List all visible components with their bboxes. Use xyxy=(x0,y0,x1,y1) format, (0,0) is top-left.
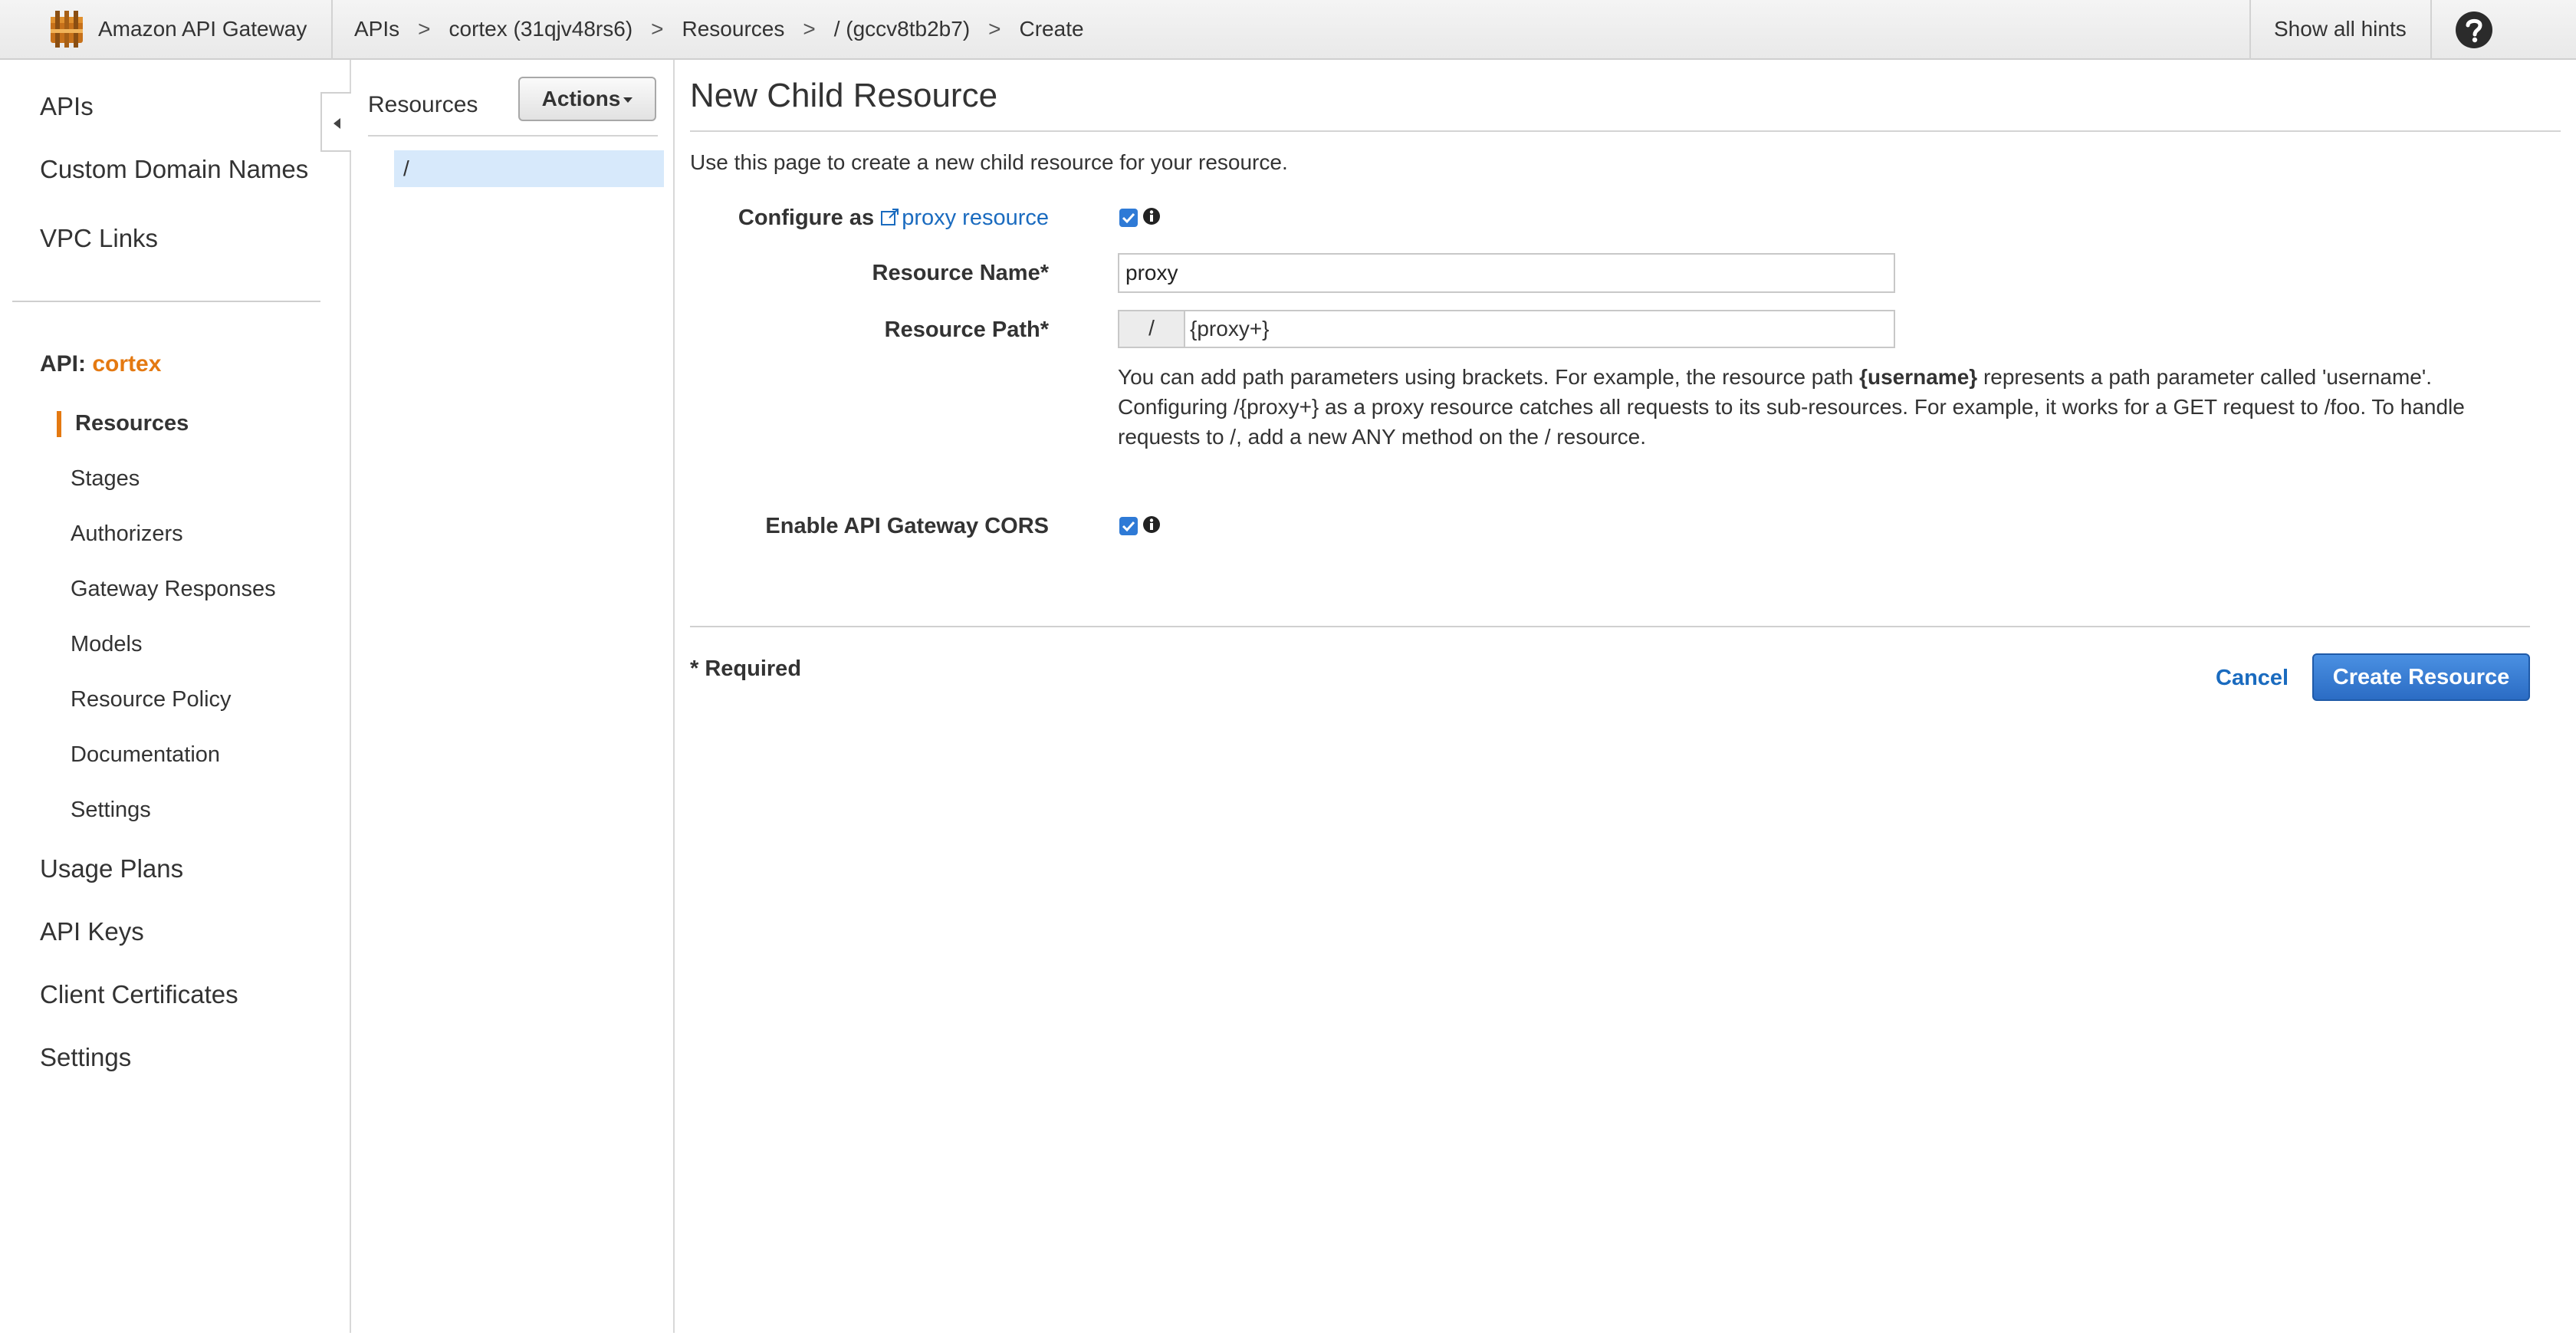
nav-item-stages[interactable]: Stages xyxy=(71,466,140,491)
create-resource-button[interactable]: Create Resource xyxy=(2312,653,2530,701)
proxy-resource-text: proxy resource xyxy=(902,206,1049,230)
breadcrumb-separator: > xyxy=(988,17,1001,41)
intro-text: Use this page to create a new child resource for your resource. xyxy=(690,150,1288,174)
nav-item-api-keys[interactable]: API Keys xyxy=(40,917,144,946)
nav-item-custom-domain-names[interactable]: Custom Domain Names xyxy=(40,155,309,183)
nav-item-resources[interactable]: Resources xyxy=(75,411,189,436)
tree-node-root[interactable]: / xyxy=(394,150,664,187)
nav-item-client-certificates[interactable]: Client Certificates xyxy=(40,980,238,1008)
cancel-button[interactable]: Cancel xyxy=(2216,666,2289,690)
breadcrumb-separator: > xyxy=(651,17,664,41)
resource-tree-panel xyxy=(351,60,675,1333)
nav-item-apis[interactable]: APIs xyxy=(40,92,94,120)
nav-item-gateway-responses[interactable]: Gateway Responses xyxy=(71,577,276,601)
api-label[interactable] xyxy=(40,351,161,377)
breadcrumb-create: Create xyxy=(1019,17,1084,41)
configure-as-text: Configure as xyxy=(738,206,875,230)
tree-divider xyxy=(368,135,658,137)
caret-down-icon xyxy=(623,97,632,103)
external-link-icon xyxy=(880,207,900,227)
nav-item-settings[interactable]: Settings xyxy=(40,1043,132,1071)
help-text-bold: {username} xyxy=(1859,365,1978,389)
resource-name-label: Resource Name* xyxy=(872,261,1049,285)
cors-label: Enable API Gateway CORS xyxy=(765,514,1049,538)
nav-item-documentation[interactable]: Documentation xyxy=(71,742,221,767)
nav-item-usage-plans[interactable]: Usage Plans xyxy=(40,854,184,883)
topbar-divider xyxy=(2249,0,2251,60)
topbar-divider xyxy=(2430,0,2432,60)
info-icon[interactable] xyxy=(1142,207,1161,225)
help-text-part: represents a path parameter called 'username'. Configuring /{proxy+} as a proxy resource catches all requests to its sub-resources. For example, it works for a GET request to /foo. To handle requests to /, add a new ANY method on the / resource. xyxy=(1118,365,2465,449)
breadcrumb-resources[interactable]: Resources xyxy=(682,17,785,41)
configure-as-label xyxy=(690,206,1049,231)
breadcrumb xyxy=(354,17,1084,41)
proxy-resource-checkbox[interactable] xyxy=(1119,209,1138,227)
active-indicator xyxy=(57,411,61,437)
actions-button[interactable] xyxy=(518,77,656,121)
nav-item-api-settings[interactable]: Settings xyxy=(71,798,151,822)
check-icon xyxy=(1119,517,1138,535)
api-name[interactable]: cortex xyxy=(92,351,162,377)
required-note: * Required xyxy=(690,656,802,681)
breadcrumb-separator: > xyxy=(418,17,431,41)
api-prefix: API: xyxy=(40,351,86,377)
resource-name-input[interactable] xyxy=(1118,253,1895,293)
nav-item-models[interactable]: Models xyxy=(71,632,143,656)
info-icon[interactable] xyxy=(1142,515,1161,534)
tree-title: Resources xyxy=(368,92,478,117)
check-icon xyxy=(1119,209,1138,227)
resource-path-field[interactable] xyxy=(1118,310,1895,348)
path-prefix: / xyxy=(1119,311,1185,347)
caret-left-icon xyxy=(334,118,340,129)
help-text-part: You can add path parameters using brackets. For example, the resource path xyxy=(1118,365,1860,389)
title-divider xyxy=(690,130,2561,132)
api-gateway-logo-icon[interactable] xyxy=(48,9,86,49)
breadcrumb-apis[interactable]: APIs xyxy=(354,17,400,41)
app-name[interactable]: Amazon API Gateway xyxy=(98,17,307,41)
nav-item-vpc-links[interactable]: VPC Links xyxy=(40,224,159,252)
resource-path-input[interactable]: {proxy+} xyxy=(1190,317,1270,341)
nav-item-resource-policy[interactable]: Resource Policy xyxy=(71,687,232,712)
actions-label: Actions xyxy=(541,87,621,110)
proxy-resource-link[interactable] xyxy=(880,206,1049,230)
path-help-text xyxy=(1118,362,2544,452)
top-bar xyxy=(0,0,2576,60)
page-title: New Child Resource xyxy=(690,77,998,114)
nav-item-authorizers[interactable]: Authorizers xyxy=(71,521,183,546)
collapse-nav-button[interactable] xyxy=(320,92,351,152)
show-all-hints-link[interactable]: Show all hints xyxy=(2274,17,2407,41)
question-circle-icon[interactable] xyxy=(2455,11,2493,49)
left-nav xyxy=(0,60,351,1333)
breadcrumb-separator: > xyxy=(803,17,816,41)
cors-checkbox[interactable] xyxy=(1119,517,1138,535)
resource-path-label: Resource Path* xyxy=(884,317,1049,342)
topbar-divider xyxy=(331,0,333,60)
form-divider xyxy=(690,626,2530,627)
breadcrumb-resource[interactable]: / (gccv8tb2b7) xyxy=(833,17,971,41)
breadcrumb-api[interactable]: cortex (31qjv48rs6) xyxy=(449,17,633,41)
nav-divider xyxy=(12,301,320,302)
